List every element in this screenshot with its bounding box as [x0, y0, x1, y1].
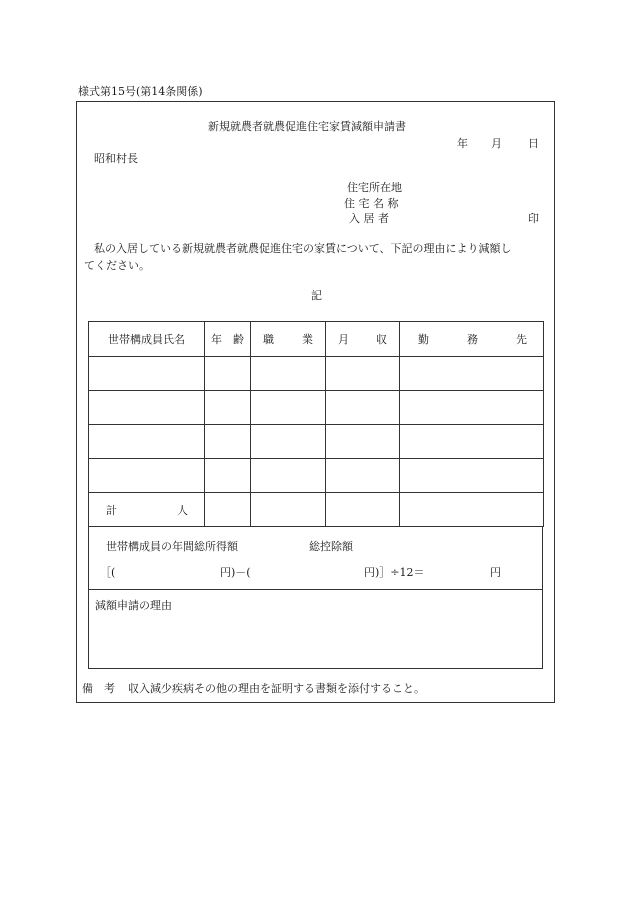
income-reason-box: [88, 526, 543, 669]
cell-income[interactable]: [326, 459, 400, 493]
cell-name[interactable]: [89, 357, 205, 391]
cell-total-occupation[interactable]: [251, 493, 326, 527]
address-label: 住宅所在地: [347, 181, 402, 194]
cell-name[interactable]: [89, 391, 205, 425]
form-number: 様式第15号(第14条関係): [78, 85, 203, 98]
table-header-row: [89, 322, 544, 357]
cell-name[interactable]: [89, 425, 205, 459]
cell-name[interactable]: [89, 459, 205, 493]
section-divider: [89, 589, 542, 590]
seal-mark: 印: [528, 212, 539, 225]
cell-income[interactable]: [326, 425, 400, 459]
reason-label: 減額申請の理由: [95, 599, 172, 612]
table-row: [89, 425, 544, 459]
cell-workplace[interactable]: [400, 425, 544, 459]
cell-occupation[interactable]: [251, 425, 326, 459]
cell-age[interactable]: [205, 357, 251, 391]
total-income-label: 世帯構成員の年間総所得額: [106, 540, 238, 553]
form-title: 新規就農者就農促進住宅家賃減額申請書: [208, 120, 406, 133]
formula-open-bracket: ［(: [100, 566, 116, 579]
note-text: 収入減少疾病その他の理由を証明する書類を添付すること。: [128, 682, 425, 695]
cell-workplace[interactable]: [400, 357, 544, 391]
cell-income[interactable]: [326, 357, 400, 391]
cell-total-workplace[interactable]: [400, 493, 544, 527]
header-member-name: 世帯構成員氏名: [89, 322, 205, 357]
cell-income[interactable]: [326, 391, 400, 425]
header-age: 年 齢: [205, 322, 251, 357]
cell-age[interactable]: [205, 391, 251, 425]
cell-age[interactable]: [205, 425, 251, 459]
ki-heading: 記: [311, 289, 322, 302]
table-row: [89, 459, 544, 493]
header-workplace: 勤 務 先: [400, 322, 544, 357]
cell-occupation[interactable]: [251, 459, 326, 493]
body-text-line1: 私の入居している新規就農者就農促進住宅の家賃について、下記の理由により減額し: [94, 242, 512, 255]
formula-yen-deduction: 円)］÷12＝: [364, 566, 425, 579]
cell-occupation[interactable]: [251, 357, 326, 391]
cell-occupation[interactable]: [251, 391, 326, 425]
addressee: 昭和村長: [94, 152, 138, 165]
cell-total-income[interactable]: [326, 493, 400, 527]
date-day: 日: [528, 137, 539, 150]
housing-name-label: 住 宅 名 称: [344, 197, 399, 210]
household-table: [88, 321, 544, 527]
cell-workplace[interactable]: [400, 391, 544, 425]
header-occupation: 職 業: [251, 322, 326, 357]
formula-yen-result: 円: [490, 566, 501, 579]
cell-workplace[interactable]: [400, 459, 544, 493]
deduction-label: 総控除額: [309, 540, 353, 553]
cell-total-age[interactable]: [205, 493, 251, 527]
table-total-row: [89, 493, 544, 527]
formula-yen-income: 円)－(: [220, 566, 251, 579]
note-label: 備 考: [82, 682, 115, 695]
date-year: 年: [457, 137, 468, 150]
cell-age[interactable]: [205, 459, 251, 493]
table-row: [89, 391, 544, 425]
body-text-line2: てください。: [84, 259, 150, 272]
date-month: 月: [491, 137, 502, 150]
table-row: [89, 357, 544, 391]
cell-total-people: 計 人: [89, 493, 205, 527]
header-monthly-income: 月 収: [326, 322, 400, 357]
resident-label: 入 居 者: [349, 212, 389, 225]
